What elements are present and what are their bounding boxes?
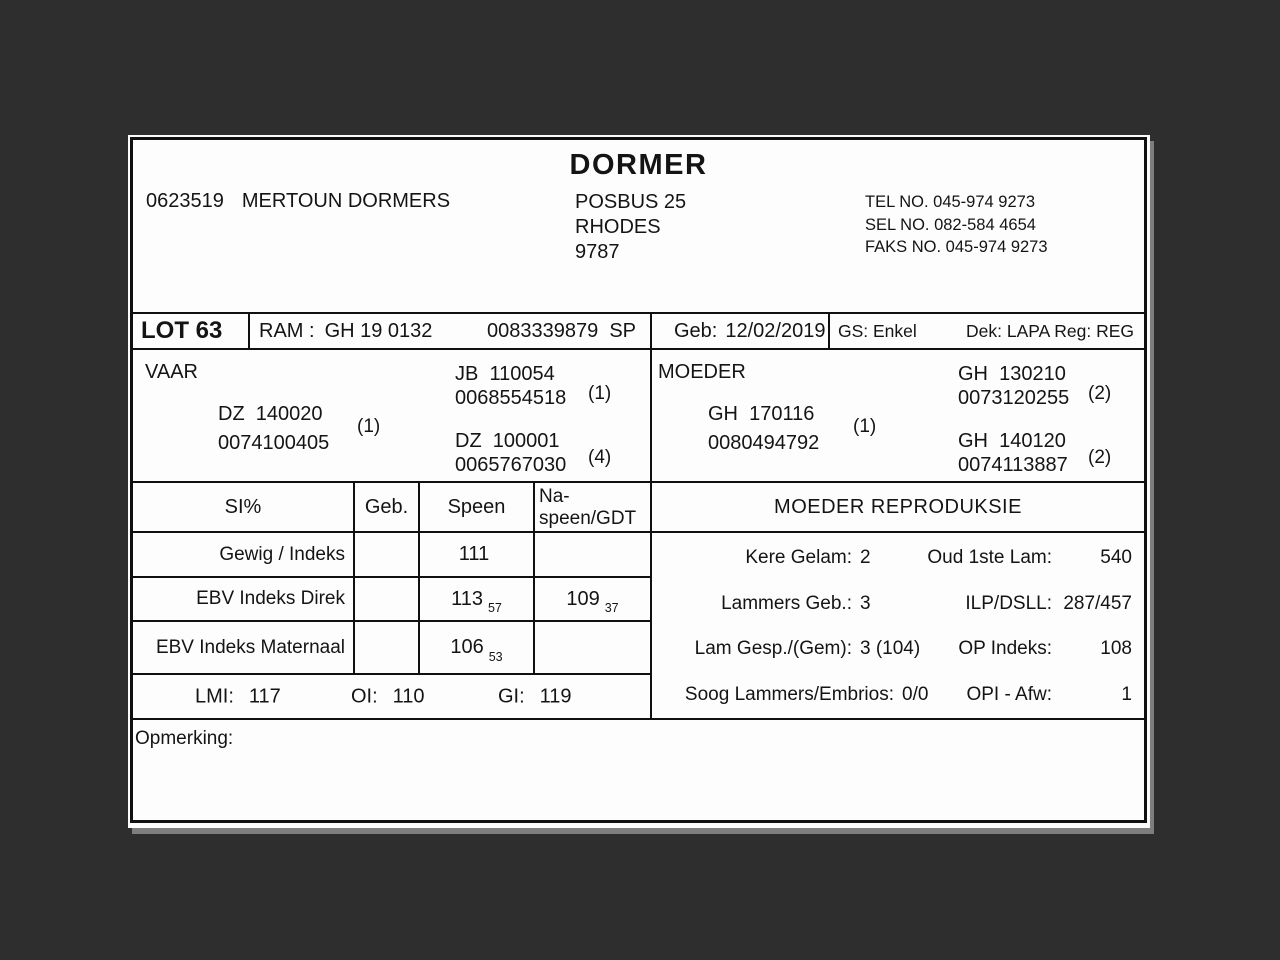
soog-lammers-value: 0/0 (902, 683, 929, 705)
ilp-dsll-label: ILP/DSLL: (965, 592, 1052, 614)
sire-grandsire (455, 362, 566, 410)
sire-granddam-reg: 0065767030 (455, 454, 567, 476)
ram-label: RAM : (259, 319, 315, 342)
oud-1ste-lam-value: 540 (1100, 547, 1132, 568)
ebv-direk-speen-value (420, 578, 535, 620)
sire-reg: 0074100405 (218, 432, 330, 454)
dam-reg: 0080494792 (708, 432, 820, 454)
catalog-card (128, 135, 1150, 828)
breed-title: DORMER (569, 149, 708, 181)
kere-gelam-value: 2 (860, 547, 871, 568)
pedigree-section (133, 350, 1144, 483)
remarks-section (133, 718, 1144, 820)
repro-row-kere-gelam (656, 547, 1132, 569)
ram-id-group (259, 320, 432, 343)
lammers-geb-value: 3 (860, 592, 871, 614)
dam-granddam (958, 429, 1068, 477)
sire-grandsire-count: (1) (588, 383, 612, 404)
lmi-index (195, 685, 281, 708)
pedigree-dam (652, 350, 1144, 481)
lot-number: LOT 63 (133, 314, 250, 348)
repro-row-soog-lammers (656, 684, 1132, 706)
pedigree-sire (133, 350, 652, 481)
sire-granddam-id: DZ 100001 (455, 430, 560, 452)
birth-status: GS: Enkel (838, 320, 917, 341)
value: 106 (450, 636, 484, 658)
birth-date: 12/02/2019 (725, 319, 826, 342)
birth-status-cell (830, 314, 1144, 348)
breeder-address (575, 190, 686, 265)
value: 109 (566, 587, 600, 610)
dam-grandsire-reg: 0073120255 (958, 387, 1070, 409)
soog-lammers-label: Soog Lammers/Embrios: (684, 683, 894, 705)
col-header-speen: Speen (420, 483, 535, 531)
si-row-ebv-maternaal (133, 622, 650, 675)
row-label-ebv-maternaal: EBV Indeks Maternaal (133, 622, 355, 673)
gi-label: GI: (498, 685, 525, 707)
contact-faks: FAKS NO. 045-974 9273 (865, 238, 1048, 256)
si-row-gewig-indeks (133, 533, 650, 578)
col-header-naspeen-line1: Na- (539, 486, 570, 507)
ebv-maternaal-naspeen-value (535, 622, 650, 673)
ebv-direk-naspeen-value (535, 578, 650, 620)
performance-section (133, 483, 1144, 718)
sire-id: DZ 140020 (218, 403, 323, 425)
index-summary-row (133, 675, 650, 718)
value: 113 (451, 587, 483, 610)
lmi-label: LMI: (195, 685, 234, 707)
lam-gesp-label: Lam Gesp./(Gem): (694, 638, 852, 660)
gewig-naspeen-value (535, 533, 650, 576)
oi-label: OI: (351, 685, 378, 707)
col-header-naspeen-line2: speen/GDT (539, 508, 637, 529)
ebv-maternaal-geb-value (355, 622, 420, 673)
oi-index (351, 685, 425, 708)
gewig-geb-value (355, 533, 420, 576)
accuracy: 53 (488, 649, 503, 664)
remarks-label: Opmerking: (135, 728, 234, 749)
kere-gelam-label: Kere Gelam: (745, 547, 852, 568)
card-border-frame (130, 137, 1147, 823)
dam-grandsire-count: (2) (1088, 383, 1112, 404)
op-indeks-label: OP Indeks: (958, 638, 1052, 660)
sire-grandsire-reg: 0068554518 (455, 387, 567, 409)
dam-granddam-reg: 0074113887 (958, 454, 1068, 476)
member-number: 0623519 (146, 190, 224, 212)
cover-registration: Dek: LAPA Reg: REG (966, 320, 1134, 341)
breeder-contacts (865, 191, 1048, 259)
ebv-direk-geb-value (355, 578, 420, 620)
si-row-ebv-direk (133, 578, 650, 622)
breeder-identity (146, 190, 450, 213)
repro-row-lammers-geb (656, 593, 1132, 615)
dam-label: MOEDER (658, 361, 746, 383)
si-table-header (133, 483, 650, 533)
lmi-value: 117 (248, 685, 281, 707)
header-section (133, 140, 1144, 312)
reproduction-rows (652, 533, 1144, 718)
accuracy: 57 (487, 601, 502, 615)
col-header-geb: Geb. (355, 483, 420, 531)
opi-afw-value: 1 (1121, 683, 1132, 705)
row-label-gewig: Gewig / Indeks (133, 533, 355, 576)
sire-count: (1) (357, 416, 381, 437)
sire-granddam-count: (4) (588, 447, 612, 468)
birth-label: Geb: (674, 319, 718, 342)
contact-sel: SEL NO. 082-584 4654 (865, 215, 1036, 234)
op-indeks-value: 108 (1100, 638, 1132, 660)
address-line-2: RHODES (575, 216, 661, 238)
dam-granddam-id: GH 140120 (958, 430, 1066, 452)
reproduction-title: MOEDER REPRODUKSIE (652, 483, 1144, 533)
address-line-1: POSBUS 25 (575, 191, 687, 213)
ram-identification (250, 314, 652, 348)
dam-animal (708, 400, 819, 458)
sire-grandsire-id: JB 110054 (455, 363, 555, 385)
si-index-table (133, 483, 652, 718)
dam-reproduction-box (652, 483, 1144, 718)
col-header-naspeen (535, 483, 650, 531)
gewig-speen-value (420, 533, 535, 576)
stud-name: MERTOUN DORMERS (241, 190, 451, 212)
address-line-3: 9787 (575, 241, 620, 263)
contact-tel: TEL NO. 045-974 9273 (865, 193, 1035, 211)
lammers-geb-label: Lammers Geb.: (721, 592, 852, 614)
dam-granddam-count: (2) (1088, 447, 1112, 468)
oi-value: 110 (392, 685, 425, 707)
opi-afw-label: OPI - Afw: (966, 683, 1052, 705)
lot-info-row (133, 312, 1144, 350)
ram-registration: 0083339879 SP (486, 319, 636, 342)
dam-id: GH 170116 (708, 403, 815, 425)
accuracy: 37 (604, 601, 619, 615)
sire-label: VAAR (145, 361, 198, 383)
row-label-ebv-direk: EBV Indeks Direk (133, 578, 355, 620)
sire-animal (218, 400, 329, 458)
dam-grandsire (958, 362, 1069, 410)
ebv-maternaal-speen-value (420, 622, 535, 673)
value: 111 (458, 543, 490, 565)
dam-grandsire-id: GH 130210 (958, 363, 1066, 385)
repro-row-lam-gesp (656, 638, 1132, 660)
gi-value: 119 (539, 685, 572, 707)
sire-granddam (455, 429, 566, 477)
ram-id: GH 19 0132 (324, 319, 433, 342)
col-header-si: SI% (133, 483, 355, 531)
gi-index (498, 685, 572, 708)
lam-gesp-value: 3 (104) (860, 638, 921, 660)
ilp-dsll-value: 287/457 (1063, 592, 1132, 614)
birth-date-cell (652, 314, 830, 348)
oud-1ste-lam-label: Oud 1ste Lam: (927, 547, 1052, 568)
dam-count: (1) (853, 416, 877, 437)
